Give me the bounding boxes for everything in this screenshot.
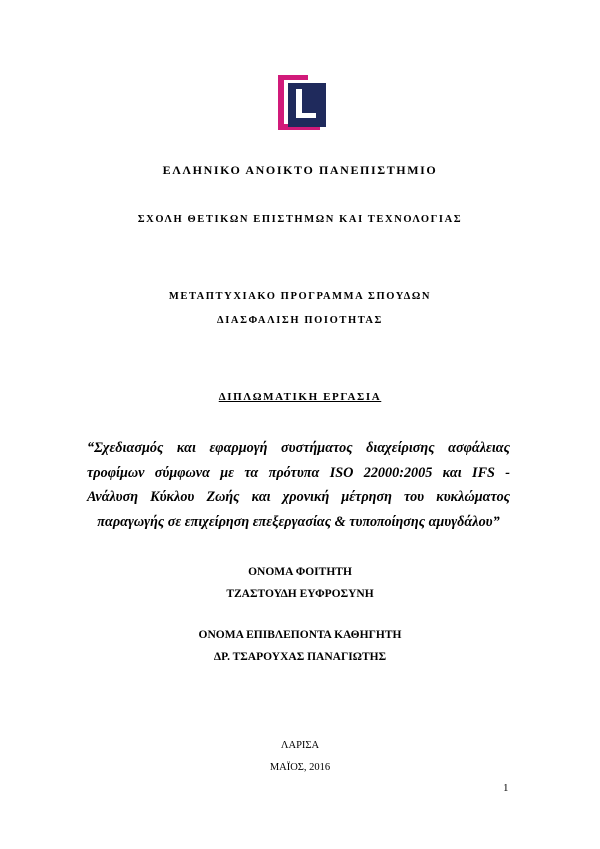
- student-label: ΟΝΟΜΑ ΦΟΙΤΗΤΗ: [248, 566, 352, 578]
- program-subject: ΔΙΑΣΦΑΛΙΣΗ ΠΟΙΟΤΗΤΑΣ: [217, 315, 383, 326]
- page-number: 1: [503, 782, 509, 794]
- thesis-title-line: παραγωγής σε επιχείρηση επεξεργασίας & τυποποίησης αμυγδάλου”: [97, 513, 500, 530]
- student-name: ΤΖΑΣΤΟΥΔΗ ΕΥΦΡΟΣΥΝΗ: [226, 588, 374, 600]
- school-name: ΣΧΟΛΗ ΘΕΤΙΚΩΝ ΕΠΙΣΤΗΜΩΝ ΚΑΙ ΤΕΧΝΟΛΟΓΙΑΣ: [137, 214, 463, 225]
- supervisor-name: ΔΡ. ΤΣΑΡΟΥΧΑΣ ΠΑΝΑΓΙΩΤΗΣ: [213, 651, 387, 663]
- supervisor-label: ΟΝΟΜΑ ΕΠΙΒΛΕΠΟΝΤΑ ΚΑΘΗΓΗΤΗ: [198, 629, 402, 641]
- thesis-title: [87, 436, 510, 534]
- thesis-title-line: Ανάλυση Κύκλου Ζωής και χρονική μέτρηση του κυκλώματος: [87, 489, 510, 505]
- thesis-title-line: τροφίμων σύμφωνα με τα πρότυπα ISO 22000:2005 και IFS -: [87, 464, 510, 481]
- date: ΜΑΪΟΣ, 2016: [269, 762, 331, 773]
- thesis-label: ΔΙΠΛΩΜΑΤΙΚΗ ΕΡΓΑΣΙΑ: [218, 391, 382, 403]
- university-logo-icon: [278, 75, 326, 130]
- thesis-title-line: “Σχεδιασμός και εφαρμογή συστήματος διαχείρισης ασφάλειας: [87, 440, 510, 456]
- city: ΛΑΡΙΣΑ: [280, 740, 320, 751]
- program-name: ΜΕΤΑΠΤΥΧΙΑΚΟ ΠΡΟΓΡΑΜΜΑ ΣΠΟΥΔΩΝ: [168, 291, 432, 302]
- university-name: ΕΛΛΗΝΙΚΟ ΑΝΟΙΚΤΟ ΠΑΝΕΠΙΣΤΗΜΙΟ: [162, 163, 438, 177]
